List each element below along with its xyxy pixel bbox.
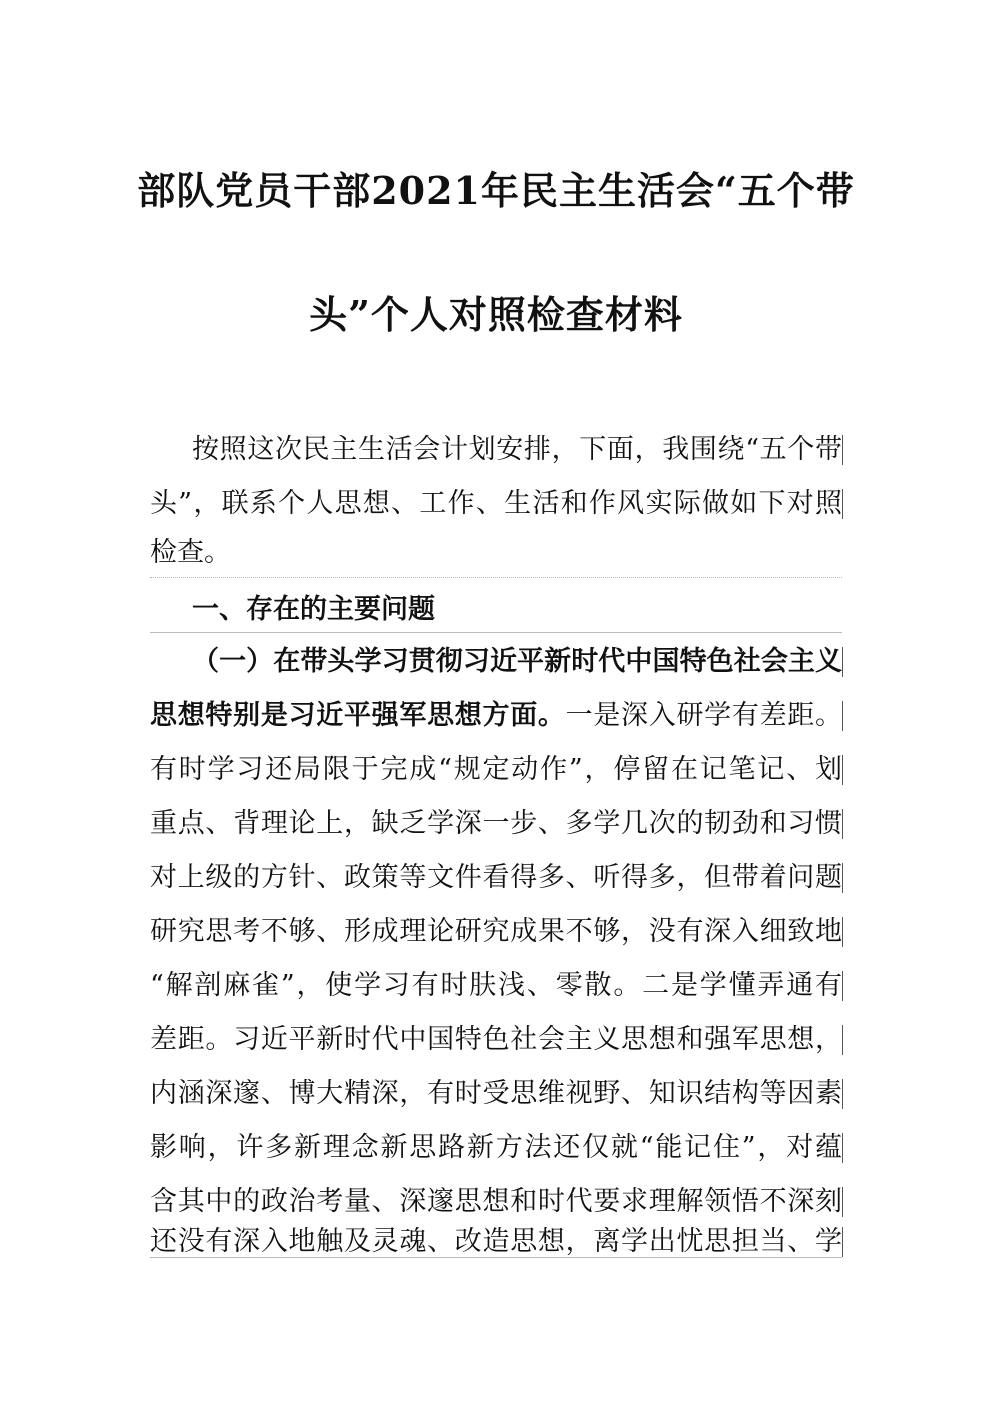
margin-bar bbox=[842, 647, 843, 677]
body-line: 还没有深入地触及灵魂、改造思想，离学出忧思担当、学 bbox=[150, 1226, 842, 1257]
body-line: 差距。习近平新时代中国特色社会主义思想和强军思想， bbox=[150, 1024, 842, 1055]
section-1-line-2-text: 一是深入研学有差距。 bbox=[565, 700, 842, 731]
separator-rule bbox=[150, 632, 842, 633]
body-line: 研究思考不够、形成理论研究成果不够，没有深入细致地 bbox=[150, 916, 842, 947]
body-line: 重点、背理论上，缺乏学深一步、多学几次的韧劲和习惯 bbox=[150, 808, 842, 839]
page-bottom-rule bbox=[150, 1257, 842, 1258]
body-line: 含其中的政治考量、深邃思想和时代要求理解领悟不深刻 bbox=[150, 1186, 842, 1217]
margin-bar bbox=[842, 435, 843, 465]
margin-bar bbox=[842, 1079, 843, 1109]
body-line: “解剖麻雀”，使学习有时肤浅、零散。二是学懂弄通有 bbox=[150, 970, 842, 1001]
body-line: 对上级的方针、政策等文件看得多、听得多，但带着问题 bbox=[150, 862, 842, 893]
body-line: 影响，许多新理念新思路新方法还仅就“能记住”，对蕴 bbox=[150, 1132, 842, 1163]
section-1-title-line-2: 思想特别是习近平强军思想方面。 bbox=[150, 700, 566, 731]
margin-bar bbox=[842, 917, 843, 947]
section-1-line-2 bbox=[150, 694, 842, 738]
margin-bar bbox=[842, 755, 843, 785]
margin-bar bbox=[842, 809, 843, 839]
margin-bar bbox=[842, 971, 843, 1001]
intro-line-2: 头”，联系个人思想、工作、生活和作风实际做如下对照 bbox=[150, 488, 842, 519]
intro-line-3: 检查。 bbox=[150, 537, 231, 568]
margin-bar bbox=[842, 489, 843, 519]
body-line: 有时学习还局限于完成“规定动作”，停留在记笔记、划 bbox=[150, 754, 842, 785]
margin-bar bbox=[842, 1227, 843, 1257]
separator-rule bbox=[150, 577, 842, 579]
document-title-line-1: 部队党员干部2021年民主生活会“五个带 bbox=[137, 168, 855, 213]
section-1-title-line-1: （一）在带头学习贯彻习近平新时代中国特色社会主义 bbox=[192, 646, 842, 677]
margin-bar bbox=[842, 1025, 843, 1055]
body-line: 内涵深邃、博大精深，有时受思维视野、知识结构等因素 bbox=[150, 1078, 842, 1109]
intro-line-1: 按照这次民主生活会计划安排，下面，我围绕“五个带 bbox=[192, 434, 842, 465]
margin-bar bbox=[842, 701, 843, 731]
heading-1: 一、存在的主要问题 bbox=[192, 594, 435, 625]
document-title-line-2: 头”个人对照检查材料 bbox=[309, 292, 683, 337]
margin-bar bbox=[842, 1187, 843, 1217]
margin-bar bbox=[842, 863, 843, 893]
margin-bar bbox=[842, 1133, 843, 1163]
